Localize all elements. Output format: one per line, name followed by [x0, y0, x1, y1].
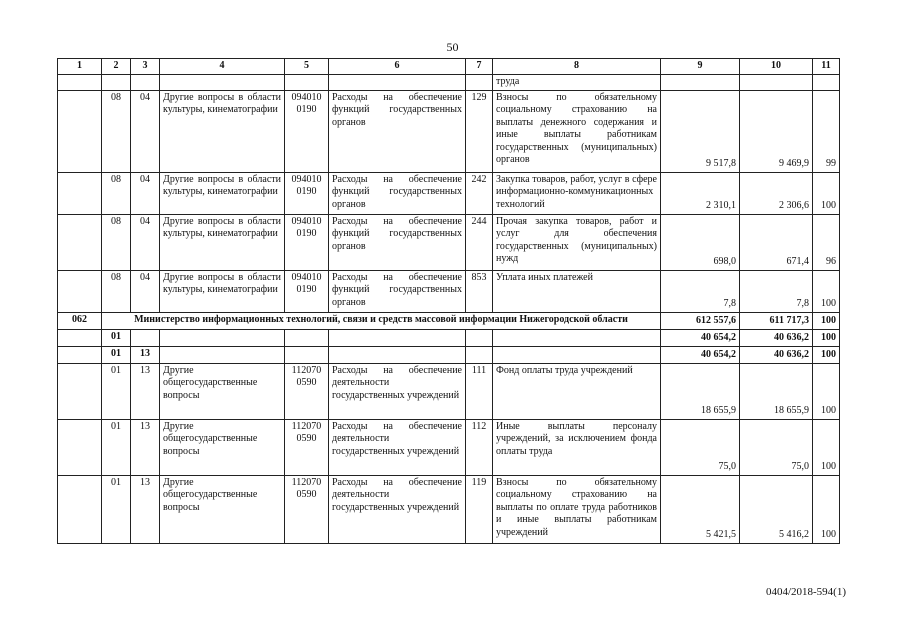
target-article-cell: 112070 0590 — [285, 363, 329, 419]
expense-type-cell: 242 — [466, 172, 493, 214]
target-name-cell: Расходы на обеспечение функций государственных органов — [329, 214, 466, 270]
target-name-cell: Расходы на обеспечение деятельности государственных учреждений — [329, 475, 466, 543]
section-code-cell: 01 — [102, 363, 131, 419]
budget-table — [57, 58, 840, 544]
cell — [329, 329, 466, 346]
section-code-cell: 08 — [102, 270, 131, 312]
cell — [58, 90, 102, 172]
cell — [58, 419, 102, 475]
expense-type-cell: 244 — [466, 214, 493, 270]
cell — [466, 346, 493, 363]
expense-name-cell: Фонд оплаты труда учреждений — [493, 363, 661, 419]
subsection-code-cell: 04 — [131, 90, 160, 172]
section-name-cell: Другие вопросы в области культуры, кинематографии — [160, 90, 285, 172]
expense-name-cell: Взносы по обязательному социальному страхованию на выплаты по оплате труда работников и иные выплаты работникам учреждений — [493, 475, 661, 543]
ministry-row — [58, 312, 840, 329]
executed-amount-cell: 7,8 — [740, 270, 813, 312]
planned-amount-cell: 698,0 — [661, 214, 740, 270]
cell — [160, 329, 285, 346]
percent-cell: 100 — [813, 172, 840, 214]
ministry-code-cell: 062 — [58, 312, 102, 329]
cell — [493, 329, 661, 346]
cell — [329, 346, 466, 363]
document-code: 0404/2018-594(1) — [765, 586, 846, 598]
percent-cell: 100 — [813, 346, 840, 363]
section-code-cell: 08 — [102, 172, 131, 214]
executed-amount-cell: 9 469,9 — [740, 90, 813, 172]
subsection-code-cell: 04 — [131, 270, 160, 312]
target-name-cell: Расходы на обеспечение функций государственных органов — [329, 90, 466, 172]
percent-cell: 96 — [813, 214, 840, 270]
cell — [466, 329, 493, 346]
cell — [160, 346, 285, 363]
cell — [813, 74, 840, 90]
table-row — [58, 214, 840, 270]
target-article-cell: 094010 0190 — [285, 172, 329, 214]
cell — [58, 172, 102, 214]
cell — [661, 74, 740, 90]
cell — [285, 329, 329, 346]
percent-cell: 99 — [813, 90, 840, 172]
percent-cell: 100 — [813, 329, 840, 346]
table-header-row — [58, 59, 840, 75]
planned-amount-cell: 40 654,2 — [661, 329, 740, 346]
section-row — [58, 346, 840, 363]
target-article-cell: 094010 0190 — [285, 90, 329, 172]
cell — [58, 214, 102, 270]
column-header: 6 — [329, 59, 466, 75]
expense-name-cell: Закупка товаров, работ, услуг в сфере информационно-коммуникационных технологий — [493, 172, 661, 214]
executed-amount-cell: 75,0 — [740, 419, 813, 475]
subsection-code-cell: 13 — [131, 363, 160, 419]
executed-amount-cell: 18 655,9 — [740, 363, 813, 419]
percent-cell: 100 — [813, 363, 840, 419]
section-row — [58, 329, 840, 346]
expense-type-cell: 111 — [466, 363, 493, 419]
target-name-cell: Расходы на обеспечение функций государственных органов — [329, 172, 466, 214]
planned-amount-cell: 2 310,1 — [661, 172, 740, 214]
cell — [58, 346, 102, 363]
executed-amount-cell: 671,4 — [740, 214, 813, 270]
column-header: 2 — [102, 59, 131, 75]
expense-name-cell: Прочая закупка товаров, работ и услуг для обеспечения государственных (муниципальных) нужд — [493, 214, 661, 270]
column-header: 9 — [661, 59, 740, 75]
subsection-code-cell: 04 — [131, 172, 160, 214]
percent-cell: 100 — [813, 270, 840, 312]
section-code-cell: 01 — [102, 329, 131, 346]
column-header: 10 — [740, 59, 813, 75]
section-name-cell: Другие общегосударственные вопросы — [160, 475, 285, 543]
expense-name-cell: Иные выплаты персоналу учреждений, за исключением фонда оплаты труда — [493, 419, 661, 475]
cell: труда — [493, 74, 661, 90]
expense-type-cell: 112 — [466, 419, 493, 475]
subsection-code-cell: 13 — [131, 419, 160, 475]
cell — [58, 475, 102, 543]
ministry-percent-cell: 100 — [813, 312, 840, 329]
cell — [58, 363, 102, 419]
section-code-cell: 08 — [102, 214, 131, 270]
cell — [58, 329, 102, 346]
target-article-cell: 094010 0190 — [285, 214, 329, 270]
section-name-cell: Другие общегосударственные вопросы — [160, 419, 285, 475]
table-row — [58, 90, 840, 172]
expense-name-cell: Уплата иных платежей — [493, 270, 661, 312]
section-name-cell: Другие вопросы в области культуры, кинематографии — [160, 172, 285, 214]
planned-amount-cell: 5 421,5 — [661, 475, 740, 543]
section-name-cell: Другие общегосударственные вопросы — [160, 363, 285, 419]
expense-type-cell: 119 — [466, 475, 493, 543]
column-header: 1 — [58, 59, 102, 75]
cell — [329, 74, 466, 90]
page-number: 50 — [446, 40, 459, 54]
target-article-cell: 094010 0190 — [285, 270, 329, 312]
expense-name-cell: Взносы по обязательному социальному страхованию на выплаты денежного содержания и иные выплаты работникам государственных (муниципальных) органов — [493, 90, 661, 172]
subsection-code-cell: 13 — [131, 475, 160, 543]
planned-amount-cell: 18 655,9 — [661, 363, 740, 419]
executed-amount-cell: 5 416,2 — [740, 475, 813, 543]
cell — [131, 74, 160, 90]
percent-cell: 100 — [813, 475, 840, 543]
column-header: 8 — [493, 59, 661, 75]
column-header: 5 — [285, 59, 329, 75]
table-row — [58, 74, 840, 90]
column-header: 3 — [131, 59, 160, 75]
section-code-cell: 01 — [102, 475, 131, 543]
column-header: 4 — [160, 59, 285, 75]
table-row — [58, 419, 840, 475]
cell — [285, 74, 329, 90]
ministry-name-cell: Министерство информационных технологий, связи и средств массовой информации Нижегородской области — [102, 312, 661, 329]
section-name-cell: Другие вопросы в области культуры, кинематографии — [160, 214, 285, 270]
section-name-cell: Другие вопросы в области культуры, кинематографии — [160, 270, 285, 312]
section-code-cell: 08 — [102, 90, 131, 172]
cell — [493, 346, 661, 363]
ministry-executed-cell: 611 717,3 — [740, 312, 813, 329]
expense-type-cell: 853 — [466, 270, 493, 312]
executed-amount-cell: 40 636,2 — [740, 329, 813, 346]
table-row — [58, 270, 840, 312]
subsection-code-cell: 13 — [131, 346, 160, 363]
cell — [740, 74, 813, 90]
cell — [285, 346, 329, 363]
executed-amount-cell: 40 636,2 — [740, 346, 813, 363]
section-code-cell: 01 — [102, 346, 131, 363]
target-name-cell: Расходы на обеспечение деятельности государственных учреждений — [329, 419, 466, 475]
planned-amount-cell: 40 654,2 — [661, 346, 740, 363]
percent-cell: 100 — [813, 419, 840, 475]
cell — [102, 74, 131, 90]
column-header: 7 — [466, 59, 493, 75]
planned-amount-cell: 7,8 — [661, 270, 740, 312]
target-name-cell: Расходы на обеспечение деятельности государственных учреждений — [329, 363, 466, 419]
subsection-code-cell: 04 — [131, 214, 160, 270]
ministry-planned-cell: 612 557,6 — [661, 312, 740, 329]
cell — [160, 74, 285, 90]
planned-amount-cell: 9 517,8 — [661, 90, 740, 172]
cell — [466, 74, 493, 90]
subsection-code-cell — [131, 329, 160, 346]
planned-amount-cell: 75,0 — [661, 419, 740, 475]
section-code-cell: 01 — [102, 419, 131, 475]
target-article-cell: 112070 0590 — [285, 475, 329, 543]
column-header: 11 — [813, 59, 840, 75]
table-row — [58, 363, 840, 419]
target-name-cell: Расходы на обеспечение функций государственных органов — [329, 270, 466, 312]
table-row — [58, 475, 840, 543]
table-row — [58, 172, 840, 214]
cell — [58, 270, 102, 312]
target-article-cell: 112070 0590 — [285, 419, 329, 475]
expense-type-cell: 129 — [466, 90, 493, 172]
cell — [58, 74, 102, 90]
executed-amount-cell: 2 306,6 — [740, 172, 813, 214]
